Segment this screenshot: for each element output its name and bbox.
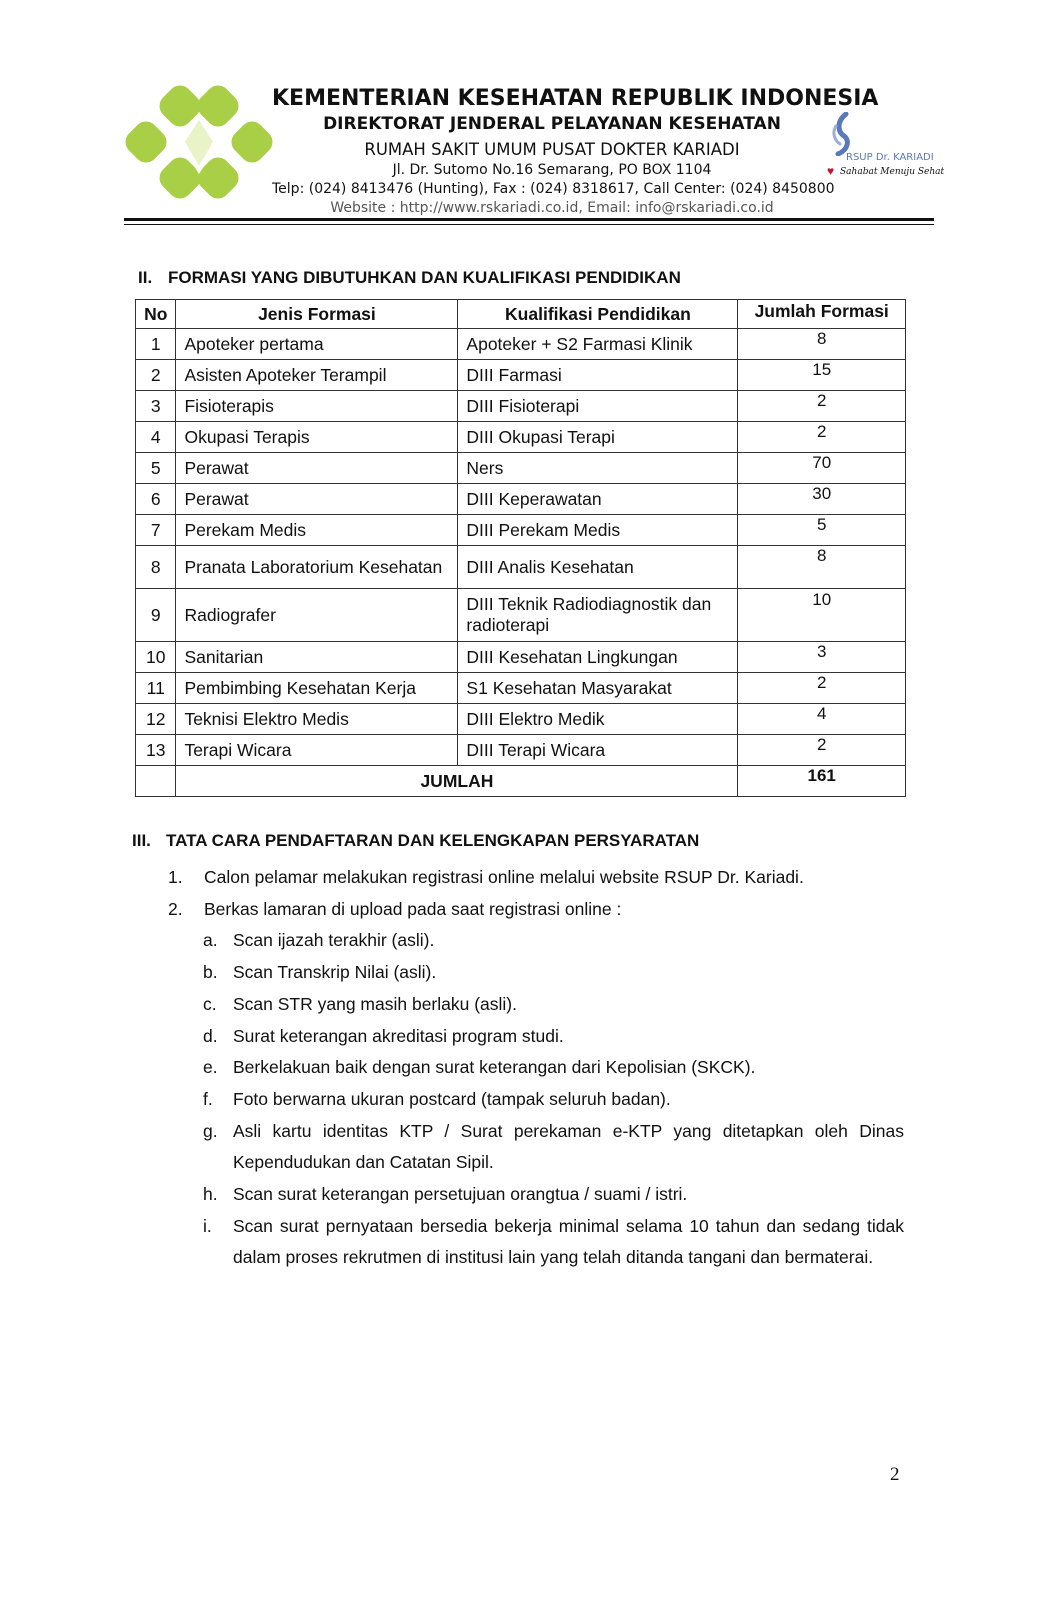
item-marker: c. [203,993,217,1014]
cell-kualifikasi: DIII Perekam Medis [458,515,738,546]
section-3-title: TATA CARA PENDAFTARAN DAN KELENGKAPAN PERSYARATAN [166,831,700,850]
cell-jenis: Pembimbing Kesehatan Kerja [176,673,458,704]
item-text: Scan ijazah terakhir (asli). [233,930,435,951]
table-row [136,453,906,484]
cell-kualifikasi: S1 Kesehatan Masyarakat [458,673,738,704]
section-3-heading [132,831,699,851]
table-row [136,515,906,546]
section-2-number: II. [138,268,153,287]
cell-no: 12 [136,704,176,735]
total-value: 161 [738,766,906,797]
cell-jenis: Sanitarian [176,642,458,673]
item-marker: a. [203,930,218,951]
list-item [168,1211,904,1274]
table-row [136,704,906,735]
kemenkes-logo [124,82,274,200]
cell-jenis: Perawat [176,453,458,484]
item-text: Scan surat keterangan persetujuan orangtua / suami / istri. [233,1184,688,1205]
section-2-heading [138,268,681,288]
cell-no: 7 [136,515,176,546]
cell-kualifikasi: DIII Farmasi [458,360,738,391]
ministry-name: KEMENTERIAN KESEHATAN REPUBLIK INDONESIA [272,86,879,111]
cell-jenis: Terapi Wicara [176,735,458,766]
item-text: Scan Transkrip Nilai (asli). [233,962,437,983]
cell-jenis: Teknisi Elektro Medis [176,704,458,735]
section-2-title: FORMASI YANG DIBUTUHKAN DAN KUALIFIKASI PENDIDIKAN [168,268,681,287]
step-marker: 1. [168,867,183,887]
list-item [168,1021,904,1053]
cell-jenis: Pranata Laboratorium Kesehatan [176,546,458,589]
step-marker: 2. [168,898,183,919]
cell-kualifikasi: Apoteker + S2 Farmasi Klinik [458,329,738,360]
item-marker: d. [203,1025,218,1046]
item-marker: e. [203,1057,218,1078]
hospital-phone: Telp: (024) 8413476 (Hunting), Fax : (024) 8318617, Call Center: (024) 8450800 [272,181,835,197]
cell-jumlah: 30 [738,484,906,515]
item-text: Scan surat pernyataan bersedia bekerja minimal selama 10 tahun dan sedang tidak dalam proses rekrutmen di institusi lain yang telah ditanda tangani dan bermaterai. [233,1215,904,1268]
cell-jumlah: 15 [738,360,906,391]
table-header-row [136,300,906,329]
rsup-logo-tagline: Sahabat Menuju Sehat [840,167,945,177]
cell-no: 6 [136,484,176,515]
item-text: Foto berwarna ukuran postcard (tampak seluruh badan). [233,1088,671,1109]
cell-no: 4 [136,422,176,453]
item-marker: b. [203,962,218,983]
item-text: Berkelakuan baik dengan surat keterangan dari Kepolisian (SKCK). [233,1057,756,1078]
step-text: Calon pelamar melakukan registrasi online melalui website RSUP Dr. Kariadi. [204,867,804,887]
section-3-number: III. [132,831,151,850]
cell-jenis: Perekam Medis [176,515,458,546]
cell-no: 1 [136,329,176,360]
list-item [168,894,904,926]
header-no: No [136,300,176,329]
letterhead-rule-thin [124,224,934,225]
list-item [168,1116,904,1179]
cell-no: 3 [136,391,176,422]
rsup-kariadi-logo [824,112,954,192]
header-jenis-formasi: Jenis Formasi [176,300,458,329]
cell-no: 8 [136,546,176,589]
table-row [136,589,906,642]
hospital-name: RUMAH SAKIT UMUM PUSAT DOKTER KARIADI [364,140,740,159]
cell-jenis: Okupasi Terapis [176,422,458,453]
cell-no: 13 [136,735,176,766]
cell-jumlah: 8 [738,329,906,360]
step-text: Berkas lamaran di upload pada saat registrasi online : [204,898,622,919]
rsup-logo-name: RSUP Dr. KARIADI [846,152,934,163]
table-row [136,422,906,453]
table-row [136,673,906,704]
item-marker: h. [203,1184,218,1205]
item-marker: f. [203,1088,213,1109]
cell-kualifikasi: DIII Elektro Medik [458,704,738,735]
cell-jumlah: 70 [738,453,906,484]
cell-jenis: Fisioterapis [176,391,458,422]
cell-jumlah: 4 [738,704,906,735]
cell-jumlah: 8 [738,546,906,589]
hospital-website: Website : http://www.rskariadi.co.id, Email: info@rskariadi.co.id [330,200,774,216]
cell-kualifikasi: DIII Analis Kesehatan [458,546,738,589]
cell-jumlah: 2 [738,391,906,422]
cell-kualifikasi: DIII Terapi Wicara [458,735,738,766]
heart-icon: ♥ [827,164,835,178]
cell-jumlah: 10 [738,589,906,642]
directorate-name: DIREKTORAT JENDERAL PELAYANAN KESEHATAN [323,114,781,134]
cell-kualifikasi: DIII Okupasi Terapi [458,422,738,453]
list-item [168,925,904,957]
list-item [168,1052,904,1084]
table-row [136,329,906,360]
cell-no: 9 [136,589,176,642]
total-label: JUMLAH [176,766,738,797]
table-row [136,360,906,391]
cell-jenis: Apoteker pertama [176,329,458,360]
letterhead-rule-thick [124,218,934,221]
requirements-list [168,862,904,1274]
cell-jumlah: 2 [738,422,906,453]
table-row [136,484,906,515]
cell-no: 5 [136,453,176,484]
table-row [136,546,906,589]
item-text: Asli kartu identitas KTP / Surat perekaman e-KTP yang ditetapkan oleh Dinas Kependudukan dan Catatan Sipil. [233,1120,904,1173]
cell-no-empty [136,766,176,797]
item-text: Surat keterangan akreditasi program studi. [233,1025,564,1046]
cell-jenis: Perawat [176,484,458,515]
item-text: Scan STR yang masih berlaku (asli). [233,993,517,1014]
cell-kualifikasi: DIII Keperawatan [458,484,738,515]
cell-kualifikasi: DIII Teknik Radiodiagnostik dan radioterapi [458,589,738,642]
cell-jumlah: 3 [738,642,906,673]
header-kualifikasi: Kualifikasi Pendidikan [458,300,738,329]
hospital-address: Jl. Dr. Sutomo No.16 Semarang, PO BOX 1104 [392,162,712,178]
list-item [168,1084,904,1116]
letterhead [124,70,954,230]
cell-no: 11 [136,673,176,704]
page-number: 2 [890,1464,900,1485]
table-row [136,391,906,422]
formasi-table [135,299,906,797]
table-row [136,642,906,673]
cell-jumlah: 2 [738,673,906,704]
cell-kualifikasi: DIII Fisioterapi [458,391,738,422]
item-marker: g. [203,1120,218,1141]
rsup-logo-mark-icon [824,112,864,156]
list-item [168,1179,904,1211]
cell-jenis: Asisten Apoteker Terampil [176,360,458,391]
cell-no: 10 [136,642,176,673]
letterhead-text [272,86,879,216]
cell-kualifikasi: DIII Kesehatan Lingkungan [458,642,738,673]
table-row [136,735,906,766]
table-total-row [136,766,906,797]
cell-jumlah: 5 [738,515,906,546]
item-marker: i. [203,1215,212,1236]
list-item [168,989,904,1021]
list-item [168,862,904,894]
header-jumlah: Jumlah Formasi [738,300,906,329]
list-item [168,957,904,989]
cell-jenis: Radiografer [176,589,458,642]
cell-jumlah: 2 [738,735,906,766]
cell-no: 2 [136,360,176,391]
cell-kualifikasi: Ners [458,453,738,484]
